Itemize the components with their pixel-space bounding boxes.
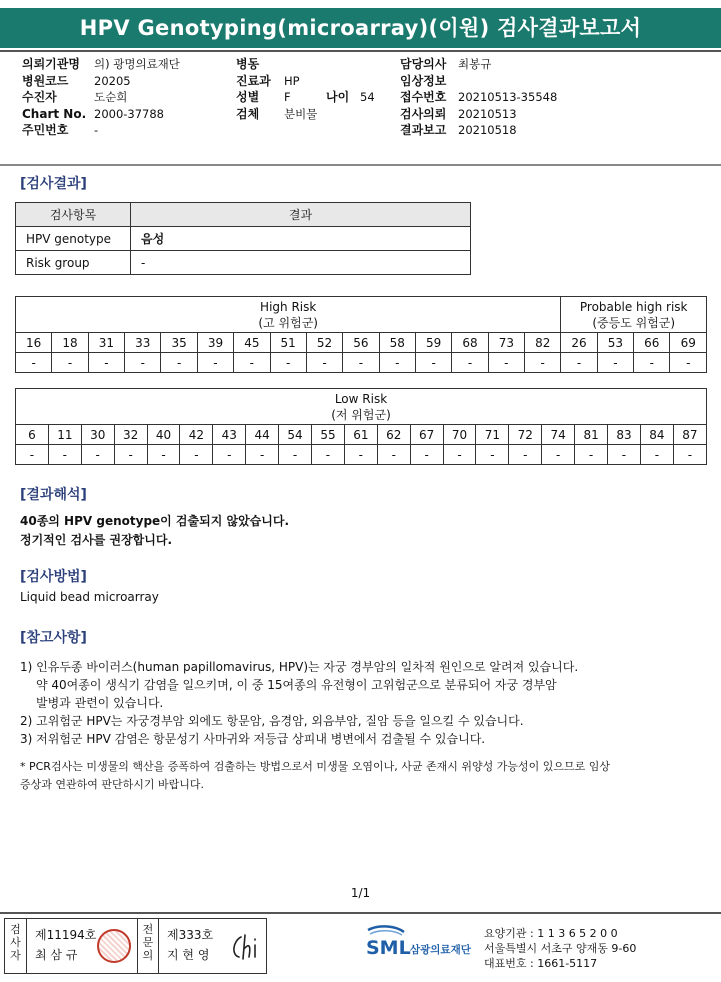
section-title-interpretation: [결과해석] (20, 487, 87, 503)
genotype-cell: 52 (306, 333, 342, 353)
specialist-info (167, 925, 213, 965)
svg-text:삼광의료재단: 삼광의료재단 (410, 944, 471, 956)
high-risk-title: High Risk (260, 299, 317, 314)
genotype-result-cell: - (306, 353, 342, 373)
footer-divider (0, 912, 721, 914)
examiner-name: 최 삼 규 (35, 948, 78, 962)
info-label: Chart No. (22, 106, 87, 121)
genotype-result-cell: - (443, 445, 476, 465)
result-item: Risk group (16, 251, 131, 275)
result-table (15, 202, 471, 275)
low-risk-header (16, 389, 707, 425)
high-risk-header (16, 297, 561, 333)
genotype-result-cell: - (180, 445, 213, 465)
genotype-result-cell: - (147, 445, 180, 465)
specialist-name: 지 현 영 (167, 948, 210, 962)
info-value: 의) 광명의료재단 (94, 57, 180, 71)
result-item: HPV genotype (16, 227, 131, 251)
pcr-footnote (20, 758, 610, 794)
probable-risk-header (561, 297, 707, 333)
info-label: 검체 (236, 106, 260, 121)
genotype-cell: 18 (52, 333, 88, 353)
genotype-cell: 30 (81, 425, 114, 445)
section-title-method: [검사방법] (20, 569, 87, 585)
info-value: 분비물 (284, 106, 318, 121)
examiner-label (5, 919, 27, 973)
info-label: 검사의뢰 (400, 106, 447, 121)
interpretation-line: 40종의 HPV genotype이 검출되지 않았습니다. (20, 514, 290, 528)
footnote-line: * PCR검사는 미생물의 핵산을 증폭하여 검출하는 방법으로서 미생물 오염이나, 사균 존재시 위양성 가능성이 있으므로 임상 (20, 760, 610, 773)
info-value: 20210513 (458, 106, 517, 121)
genotype-result-cell: - (125, 353, 161, 373)
genotype-result-cell: - (312, 445, 345, 465)
genotype-cell: 31 (88, 333, 124, 353)
signature-box (4, 918, 267, 974)
genotype-cell: 73 (488, 333, 524, 353)
interpretation-text (20, 512, 289, 550)
lab-address-block (484, 926, 636, 971)
genotype-result-cell: - (634, 353, 670, 373)
info-label: 의뢰기관명 (22, 57, 80, 71)
header-divider (0, 164, 721, 166)
genotype-cell: 59 (415, 333, 451, 353)
note-line: 발병과 관련이 있습니다. (36, 696, 164, 710)
info-value: F (284, 90, 291, 104)
genotype-result-cell: - (410, 445, 443, 465)
info-label: 접수번호 (400, 90, 447, 104)
high-risk-subtitle: (고 위험군) (258, 315, 318, 330)
genotype-result-cell: - (509, 445, 542, 465)
genotype-cell: 56 (343, 333, 379, 353)
genotype-result-row (16, 353, 707, 373)
genotype-cell: 62 (377, 425, 410, 445)
genotype-result-cell: - (415, 353, 451, 373)
low-risk-title: Low Risk (334, 391, 388, 406)
genotype-cell: 42 (180, 425, 213, 445)
note-line: 3) 저위험군 HPV 감염은 항문성기 사마귀와 저등급 상피내 병변에서 검출될 수 있습니다. (20, 732, 486, 746)
info-label: 성별 (236, 90, 260, 104)
probable-risk-subtitle: (중등도 위험군) (592, 315, 676, 330)
probable-risk-title: Probable high risk (579, 299, 688, 314)
low-risk-subtitle: (저 위험군) (331, 407, 391, 422)
genotype-cell: 11 (48, 425, 81, 445)
page-number: 1/1 (350, 886, 371, 900)
genotype-result-cell: - (246, 445, 279, 465)
genotype-result-cell: - (234, 353, 270, 373)
examiner-license: 제11194호 (35, 928, 97, 942)
genotype-cell: 53 (597, 333, 633, 353)
genotype-cell: 69 (670, 333, 707, 353)
report-title: HPV Genotyping(microarray)(이원) 검사결과보고서 (0, 8, 721, 48)
genotype-result-cell: - (16, 353, 52, 373)
genotype-result-cell: - (343, 353, 379, 373)
genotype-result-cell: - (542, 445, 575, 465)
svg-text:SML: SML (366, 937, 411, 959)
genotype-result-cell: - (377, 445, 410, 465)
interpretation-line: 정기적인 검사를 권장합니다. (20, 533, 173, 547)
note-line: 약 40여종이 생식기 감염을 일으키며, 이 중 15여종의 유전형이 고위험군으로 분류되어 자궁 경부암 (36, 678, 557, 692)
genotype-result-cell: - (673, 445, 706, 465)
footnote-line: 증상과 연관하여 판단하시기 바랍니다. (20, 778, 205, 791)
genotype-cell: 44 (246, 425, 279, 445)
genotype-cell: 33 (125, 333, 161, 353)
genotype-cell: 87 (673, 425, 706, 445)
section-title-results: [검사결과] (20, 176, 87, 192)
table-row (16, 227, 471, 251)
specialist-label (137, 919, 159, 973)
genotype-result-cell: - (525, 353, 561, 373)
genotype-result-cell: - (488, 353, 524, 373)
info-label: 진료과 (236, 73, 271, 88)
table-row (16, 251, 471, 275)
genotype-cell: 61 (344, 425, 377, 445)
genotype-result-cell: - (52, 353, 88, 373)
genotype-cell: 84 (640, 425, 673, 445)
seal-stamp (97, 929, 131, 963)
note-line: 1) 인유두종 바이러스(human papillomavirus, HPV)는 자궁 경부암의 일차적 원인으로 알려져 있습니다. (20, 660, 579, 674)
info-value: 20210518 (458, 123, 517, 137)
age-value: 54 (360, 90, 375, 104)
age-label: 나이 (326, 90, 350, 104)
genotype-result-cell: - (270, 353, 306, 373)
genotype-cell: 26 (561, 333, 597, 353)
info-label: 병동 (236, 57, 260, 71)
examiner-label-text: 검 사 자 (10, 923, 21, 962)
genotype-cell: 68 (452, 333, 488, 353)
genotype-cell: 40 (147, 425, 180, 445)
result-header-result: 결과 (131, 203, 471, 227)
genotype-result-cell: - (48, 445, 81, 465)
info-column-3 (400, 56, 557, 139)
genotype-cell: 54 (279, 425, 312, 445)
genotype-result-cell: - (213, 445, 246, 465)
specialist-license: 제333호 (167, 928, 214, 942)
specialist-label-text: 전 문 의 (142, 923, 154, 962)
info-value: 2000-37788 (94, 106, 164, 121)
genotype-cell: 43 (213, 425, 246, 445)
genotype-cell: 67 (410, 425, 443, 445)
genotype-cell: 71 (476, 425, 509, 445)
result-value: - (131, 251, 471, 275)
genotype-result-cell: - (344, 445, 377, 465)
low-risk-table (15, 388, 707, 465)
genotype-cell: 72 (509, 425, 542, 445)
reference-notes (20, 658, 578, 748)
genotype-cell: 32 (114, 425, 147, 445)
section-title-references: [참고사항] (20, 630, 87, 646)
genotype-result-cell: - (452, 353, 488, 373)
genotype-result-cell: - (114, 445, 147, 465)
genotype-result-cell: - (379, 353, 415, 373)
genotype-cell: 81 (575, 425, 608, 445)
info-label: 병원코드 (22, 73, 69, 88)
genotype-result-cell: - (608, 445, 641, 465)
genotype-cell: 45 (234, 333, 270, 353)
genotype-row (16, 333, 707, 353)
info-label: 담당의사 (400, 57, 447, 71)
result-header-item: 검사항목 (16, 203, 131, 227)
info-label: 수진자 (22, 90, 57, 104)
info-label: 임상정보 (400, 73, 447, 88)
title-divider (0, 50, 721, 52)
genotype-result-cell: - (16, 445, 49, 465)
genotype-cell: 58 (379, 333, 415, 353)
info-label: 결과보고 (400, 123, 447, 137)
genotype-result-cell: - (640, 445, 673, 465)
result-value: 음성 (131, 227, 471, 251)
genotype-result-cell: - (597, 353, 633, 373)
genotype-result-row (16, 445, 707, 465)
genotype-result-cell: - (476, 445, 509, 465)
sml-logo-icon (366, 924, 484, 960)
genotype-cell: 16 (16, 333, 52, 353)
info-value: 도순희 (94, 90, 128, 104)
handwritten-signature (227, 931, 263, 963)
lab-address: 서울특별시 서초구 양재동 9-60 (484, 942, 637, 955)
genotype-result-cell: - (279, 445, 312, 465)
genotype-result-cell: - (88, 353, 124, 373)
high-risk-table (15, 296, 707, 373)
lab-code: 요양기관 : 1 1 3 6 5 2 0 0 (484, 927, 618, 940)
genotype-cell: 70 (443, 425, 476, 445)
info-column-1 (22, 56, 180, 139)
genotype-result-cell: - (670, 353, 707, 373)
genotype-cell: 6 (16, 425, 49, 445)
lab-phone: 대표번호 : 1661-5117 (484, 957, 598, 970)
genotype-cell: 66 (634, 333, 670, 353)
genotype-cell: 82 (525, 333, 561, 353)
genotype-result-cell: - (197, 353, 233, 373)
lab-logo (366, 924, 484, 963)
genotype-result-cell: - (575, 445, 608, 465)
method-text: Liquid bead microarray (20, 590, 159, 604)
genotype-result-cell: - (161, 353, 197, 373)
info-value: - (94, 123, 99, 137)
genotype-row (16, 425, 707, 445)
info-value: HP (284, 73, 300, 88)
examiner-info (35, 925, 96, 965)
genotype-cell: 83 (608, 425, 641, 445)
genotype-cell: 35 (161, 333, 197, 353)
info-column-2 (236, 56, 375, 122)
genotype-cell: 51 (270, 333, 306, 353)
genotype-cell: 74 (542, 425, 575, 445)
genotype-result-cell: - (561, 353, 597, 373)
info-value: 20205 (94, 73, 131, 88)
info-value: 최봉규 (458, 57, 492, 71)
info-value: 20210513-35548 (458, 90, 558, 104)
genotype-result-cell: - (81, 445, 114, 465)
info-label: 주민번호 (22, 123, 69, 137)
note-line: 2) 고위험군 HPV는 자궁경부암 외에도 항문암, 음경암, 외음부암, 질암 등을 일으킬 수 있습니다. (20, 714, 524, 728)
genotype-cell: 39 (197, 333, 233, 353)
genotype-cell: 55 (312, 425, 345, 445)
